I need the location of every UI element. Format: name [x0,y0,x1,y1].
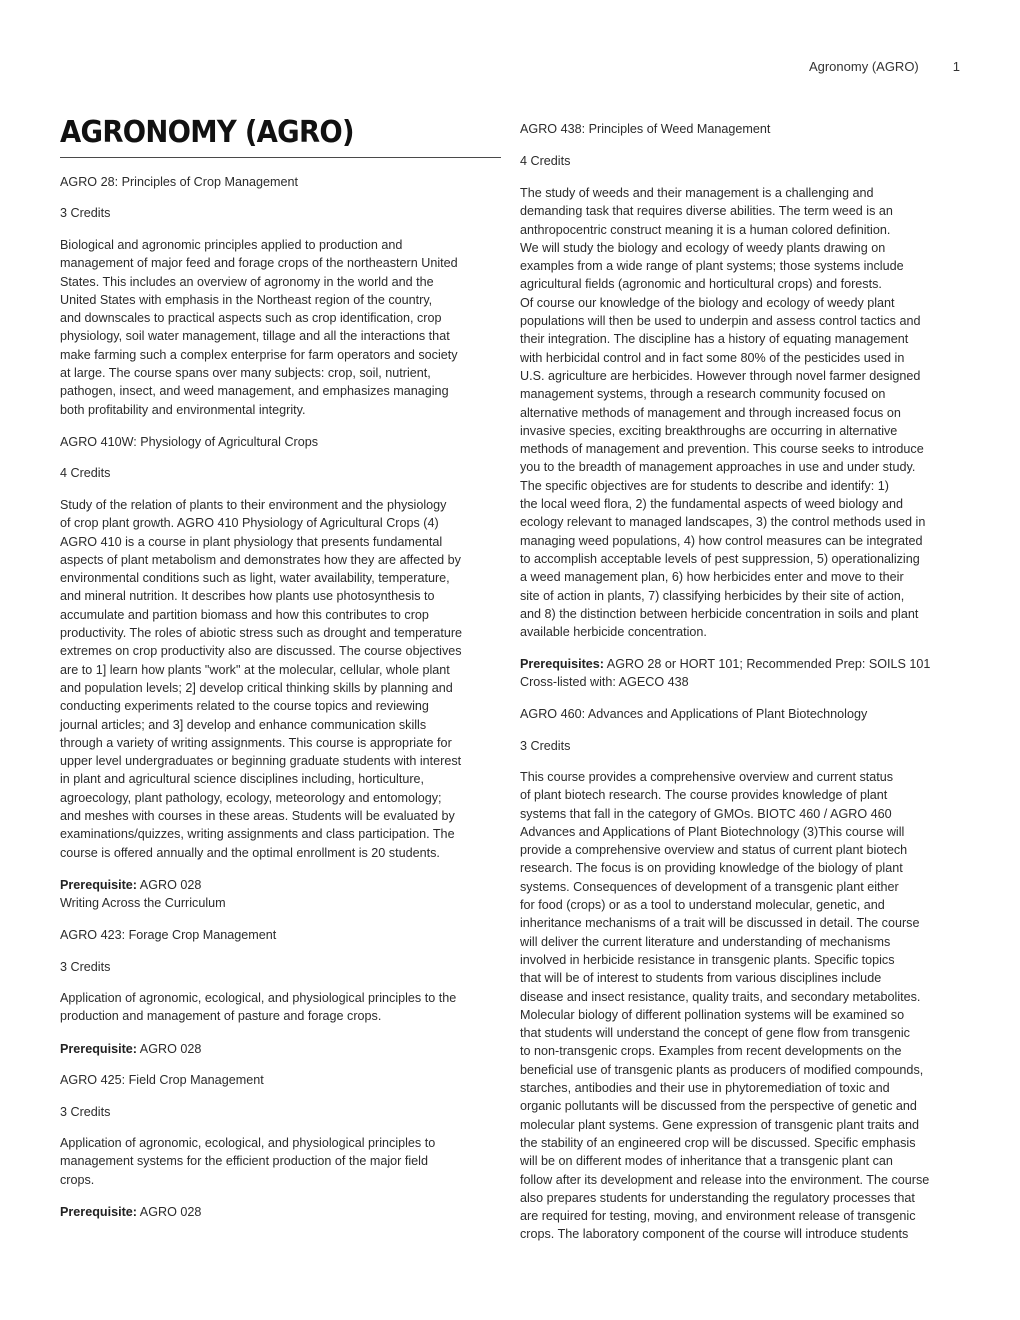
course-description: This course provides a comprehensive overview and current status of plant biotech research. The course provides knowledge of plant systems that fall in the category of GMOs. BIOTC 460 / AGRO 460 Advances and Applications of Plant Biotechnology (3)This course will provide a comprehensive overview and status of current plant biotech research. The focus is on providing knowledge of the biology of plant systems. Consequences of development of a transgenic plant either for food (crops) or as a tool to understand molecular, genetic, and inheritance mechanisms of a trait will be discussed in detail. The course will deliver the current literature and understanding of mechanisms involved in herbicide resistance in transgenic plants. Specific topics that will be of interest to students from various disciplines include disease and insect resistance, quality traits, and secondary metabolites. Molecular biology of different pollination systems will be examined so that students will understand the concept of gene flow from transgenic to non-transgenic crops. Examples from recent developments on the beneficial use of transgenic plants as producers of modified compounds, starches, antibodies and their use in phytoremediation of toxic and organic pollutants will be discussed from the perspective of genetic and molecular plant systems. Gene expression of transgenic plant traits and the stability of an engineered crop will be discussed. Specific emphasis will be on different modes of inheritance that a transgenic plant can follow after its development and release into the environment. The course also prepares students for understanding the regulatory processes that are required for testing, moving, and environment release of transgenic crops. The laboratory component of the course will introduce students [520,770,930,1242]
course-prerequisite [60,876,226,913]
course-title: AGRO 28: Principles of Crop Management [60,175,298,189]
course-title: AGRO 423: Forage Crop Management [60,928,277,942]
course-title: AGRO 460: Advances and Applications of Plant Biotechnology [520,707,868,721]
course-title: AGRO 425: Field Crop Management [60,1073,264,1087]
prerequisite-label: Prerequisites: [520,657,604,671]
course-description: Application of agronomic, ecological, and physiological principles to the production and management of pasture and forage crops. [60,991,457,1024]
course-credits: 4 Credits [520,154,571,168]
course-credits: 3 Credits [60,1105,111,1119]
running-header-title: Agronomy (AGRO) [808,59,919,74]
course-description: Application of agronomic, ecological, and physiological principles to management systems for the efficient production of the major field crops. [60,1136,436,1187]
course-credits: 3 Credits [60,960,111,974]
course-prerequisite [520,655,930,692]
course-title: AGRO 410W: Physiology of Agricultural Crops [60,435,319,449]
title-divider [60,157,501,158]
course-credits: 4 Credits [60,466,111,480]
course-title: AGRO 438: Principles of Weed Management [520,122,771,136]
running-header [809,59,960,74]
prerequisite-value: AGRO 028 [137,1042,202,1056]
course-description: The study of weeds and their management is a challenging and demanding task that requires diverse abilities. The term weed is an anthropocentric construct meaning it is a human colored definition. We will study the biology and ecology of weedy plants drawing on examples from a wide range of plant systems; those systems include agricultural fields (agronomic and horticultural crops) and forests. Of course our knowledge of the biology and ecology of weedy plant populations will then be used to underpin and assess control tactics and their integration. The discipline has a history of equating management with herbicidal control and in fact some 80% of the pesticides used in U.S. agriculture are herbicides. However through novel farmer designed management systems, through a research community focused on alternative methods of management and through increased focus on invasive species, exciting breakthroughs are occurring in alternative methods of management and prevention. This course seeks to introduce you to the breadth of management approaches in use and under study. The specific objectives are for students to describe and identify: 1) the local weed flora, 2) the fundamental aspects of weed biology and ecology relevant to managed landscapes, 3) the control methods used in managing weed populations, 4) how control measures can be integrated to accomplish acceptable levels of pest suppression, 5) operationalizing a weed management plan, 6) how herbicides enter and move to their site of action in plants, 7) classifying herbicides by their site of action, and 8) the distinction between herbicide concentration in soils and plant available herbicide concentration. [520,186,926,640]
prerequisite-value: AGRO 028 Writing Across the Curriculum [60,878,226,911]
prerequisite-label: Prerequisite: [60,1042,137,1056]
prerequisite-value: AGRO 028 [137,1205,202,1219]
course-credits: 3 Credits [520,739,571,753]
course-description: Study of the relation of plants to their environment and the physiology of crop plant growth. AGRO 410 Physiology of Agricultural Crops (4) AGRO 410 is a course in plant physiology that presents fundamental aspects of plant metabolism and demonstrates how they are affected by environmental conditions such as light, water availability, temperature, and mineral nutrition. It describes how plants use photosynthesis to accumulate and partition biomass and how this contributes to crop productivity. The roles of abiotic stress such as drought and temperature extremes on crop productivity also are discussed. The course objectives are to 1] learn how plants "work" at the molecular, cellular, whole plant and population levels; 2] develop critical thinking skills by planning and conducting experiments related to the course topics and reviewing journal articles; and 3] develop and enhance communication skills through a variety of writing assignments. This course is appropriate for upper level undergraduates or beginning graduate students with interest in plant and agricultural science disciplines including, horticulture, agroecology, plant pathology, ecology, meteorology and entomology; and meshes with courses in these areas. Students will be evaluated by examinations/quizzes, writing assignments and class participation. The course is offered annually and the optimal enrollment is 20 students. [60,498,463,860]
prerequisite-label: Prerequisite: [60,1205,137,1219]
prerequisite-value: AGRO 28 or HORT 101; Recommended Prep: SOILS 101 Cross-listed with: AGECO 438 [520,657,931,690]
page-number: 1 [952,59,960,74]
course-prerequisite [60,1203,201,1221]
page-title: AGRONOMY (AGRO) [60,115,354,150]
course-prerequisite [60,1040,201,1058]
prerequisite-label: Prerequisite: [60,878,137,892]
course-description: Biological and agronomic principles applied to production and management of major feed and forage crops of the northeastern United States. This includes an overview of agronomy in the world and the United States with emphasis in the Northeast region of the country, and downscales to practical aspects such as crop identification, crop physiology, soil water management, tillage and all the interactions that make farming such a complex enterprise for farm operators and society at large. The course spans over many subjects: crop, soil, nutrient, pathogen, insect, and weed management, and emphasizes managing both profitability and environmental integrity. [60,238,458,417]
course-credits: 3 Credits [60,206,111,220]
